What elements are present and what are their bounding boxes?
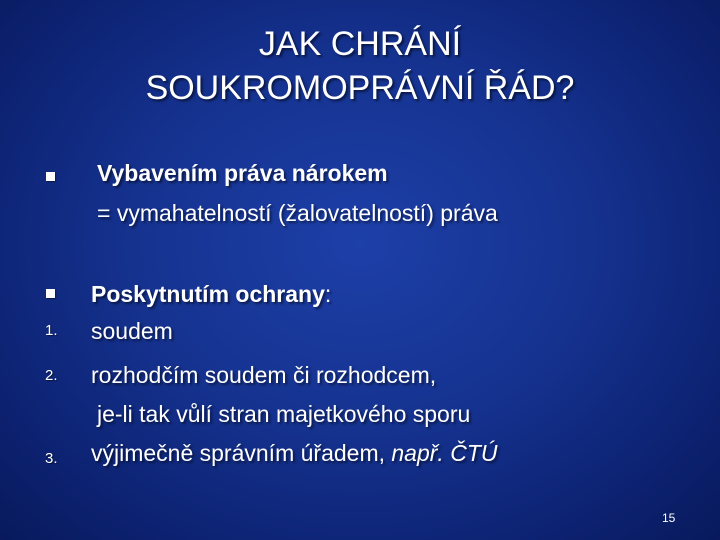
square-bullet-icon bbox=[46, 289, 55, 298]
list-number: 1. bbox=[45, 322, 58, 339]
square-bullet-icon bbox=[46, 172, 55, 181]
list-item-text-italic: např. ČTÚ bbox=[391, 440, 498, 466]
block1-heading: Vybavením práva nárokem bbox=[97, 160, 388, 186]
list-item-text-regular: výjimečně správním úřadem, bbox=[91, 440, 392, 466]
list-item-text: soudem bbox=[91, 318, 173, 344]
list-item-continuation: je-li tak vůlí stran majetkového sporu bbox=[97, 401, 471, 427]
block1-subline: = vymahatelností (žalovatelností) práva bbox=[97, 200, 498, 226]
slide-title bbox=[0, 22, 720, 110]
list-item-text bbox=[91, 438, 497, 468]
page-number: 15 bbox=[662, 511, 676, 525]
title-line-2: SOUKROMOPRÁVNÍ ŘÁD? bbox=[145, 69, 575, 107]
list-number: 2. bbox=[45, 367, 58, 384]
title-line-1: JAK CHRÁNÍ bbox=[258, 25, 462, 63]
list-item-text: rozhodčím soudem či rozhodcem, bbox=[91, 362, 437, 388]
block2-heading bbox=[91, 279, 331, 309]
list-number: 3. bbox=[45, 450, 58, 467]
block2-heading-text: Poskytnutím ochrany bbox=[91, 281, 325, 307]
block2-heading-colon: : bbox=[324, 281, 332, 307]
